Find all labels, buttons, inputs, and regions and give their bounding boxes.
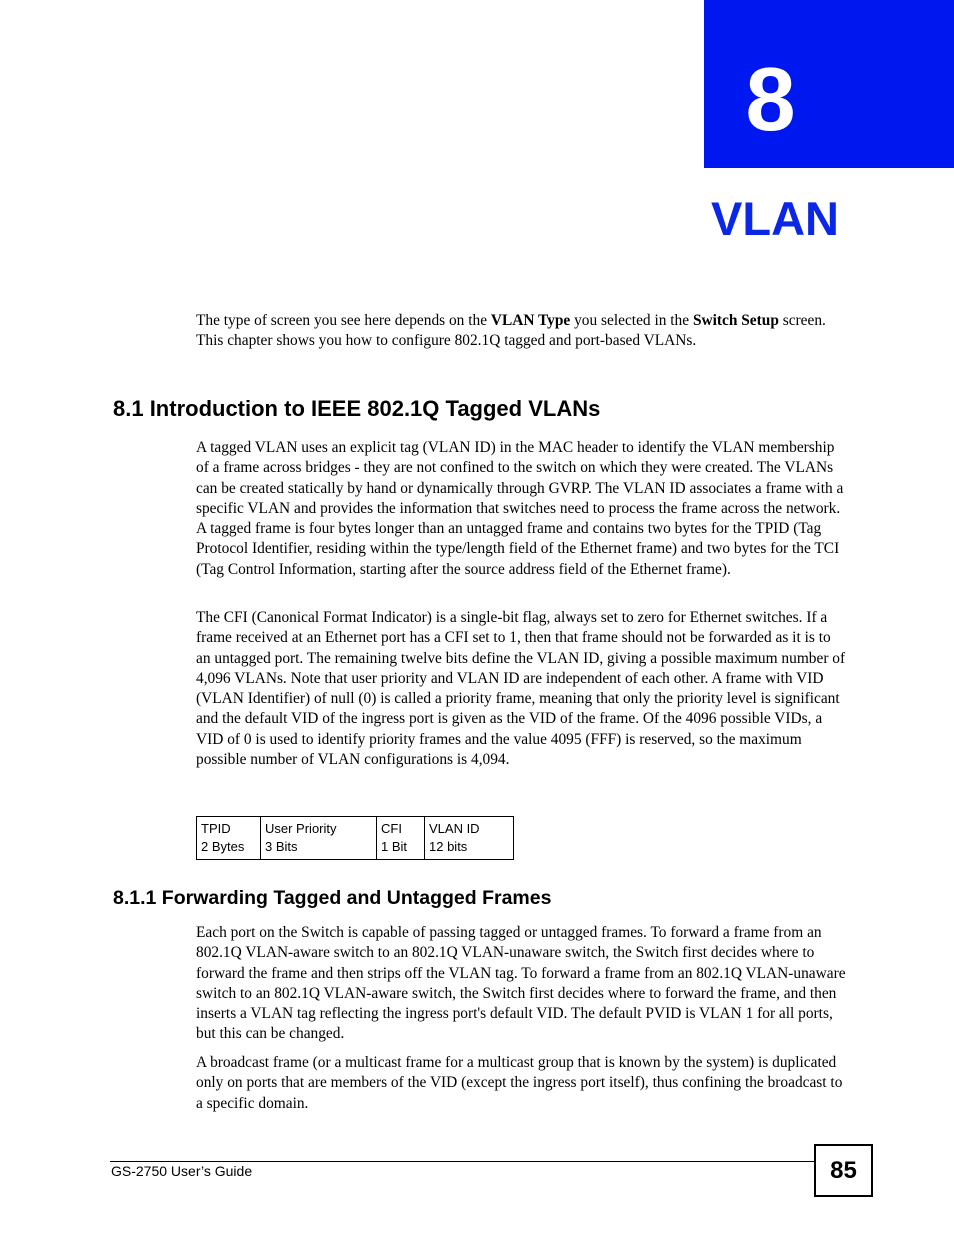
tag-field-user-priority (261, 817, 377, 860)
tag-field-name: VLAN ID (429, 821, 480, 836)
tag-field-tpid (197, 817, 261, 860)
tag-field-size: 2 Bytes (201, 839, 245, 854)
intro-text-2: you selected in the (570, 312, 693, 329)
section-8-1-1-paragraph-2: A broadcast frame (or a multicast frame for a multicast group that is known by the system) is duplicated only on ports that are members of the VID (except the ingress port itself), thus confining the broadcast to a specific domain. (196, 1054, 843, 1112)
intro-switch-setup-term: Switch Setup (692, 312, 779, 329)
chapter-title: VLAN (711, 192, 839, 245)
vlan-tag-format-table (196, 816, 514, 860)
section-heading-8-1: 8.1 Introduction to IEEE 802.1Q Tagged VLANs (113, 396, 601, 421)
intro-vlan-type-term: VLAN Type (490, 312, 571, 329)
tag-field-name: TPID (201, 821, 231, 836)
tag-field-size: 12 bits (429, 839, 468, 854)
intro-text-3: screen. This chapter shows you how to configure 802.1Q tagged and port-based VLANs. (196, 312, 826, 350)
tag-field-vlan-id (425, 817, 514, 860)
section-8-1-paragraph-2: The CFI (Canonical Format Indicator) is a single-bit flag, always set to zero for Ethernet switches. If a frame received at an Ethernet port has a CFI set to 1, then that frame should not be forwarded as it is to an untagged port. The remaining twelve bits define the VLAN ID, giving a possible maximum number of 4,096 VLANs. Note that user priority and VLAN ID are independent of each other. A frame with VID (VLAN Identifier) of null (0) is called a priority frame, meaning that only the priority level is significant and the default VID of the ingress port is given as the VID of the frame. Of the 4096 possible VIDs, a VID of 0 is used to identify priority frames and the value 4095 (FFF) is reserved, so the maximum possible number of VLAN configurations is 4,094. (196, 609, 846, 769)
section-8-1-1-paragraph-1: Each port on the Switch is capable of passing tagged or untagged frames. To forward a frame from an 802.1Q VLAN-aware switch to an 802.1Q VLAN-unaware switch, the Switch first decides where to forward the frame and then strips off the VLAN tag. To forward a frame from an 802.1Q VLAN-unaware switch to an 802.1Q VLAN-aware switch, the Switch first decides where to forward the frame, and then inserts a VLAN tag reflecting the ingress port's default VID. The default PVID is VLAN 1 for all ports, but this can be changed. (196, 924, 846, 1043)
section-heading-8-1-1: 8.1.1 Forwarding Tagged and Untagged Frames (113, 887, 552, 909)
page-number: 85 (814, 1144, 873, 1197)
chapter-number: 8 (745, 50, 796, 150)
tag-field-name: User Priority (265, 821, 337, 836)
tag-field-size: 1 Bit (381, 839, 408, 854)
section-8-1-paragraph-1: A tagged VLAN uses an explicit tag (VLAN ID) in the MAC header to identify the VLAN membership of a frame across bridges - they are not confined to the switch on which they were created. The VLANs can be created statically by hand or dynamically through GVRP. The VLAN ID associates a frame with a specific VLAN and provides the information that switches need to process the frame across the network. A tagged frame is four bytes longer than an untagged frame and contains two bytes for the TPID (Tag Protocol Identifier, residing within the type/length field of the Ethernet frame) and two bytes for the TCI (Tag Control Information, starting after the source address field of the Ethernet frame). (196, 439, 844, 578)
intro-paragraph (196, 311, 846, 352)
intro-text-1: The type of screen you see here depends on the (196, 312, 491, 329)
tag-field-cfi (377, 817, 425, 860)
tag-field-size: 3 Bits (265, 839, 298, 854)
footer-guide-title: GS-2750 User’s Guide (111, 1163, 253, 1179)
tag-field-name: CFI (381, 821, 402, 836)
